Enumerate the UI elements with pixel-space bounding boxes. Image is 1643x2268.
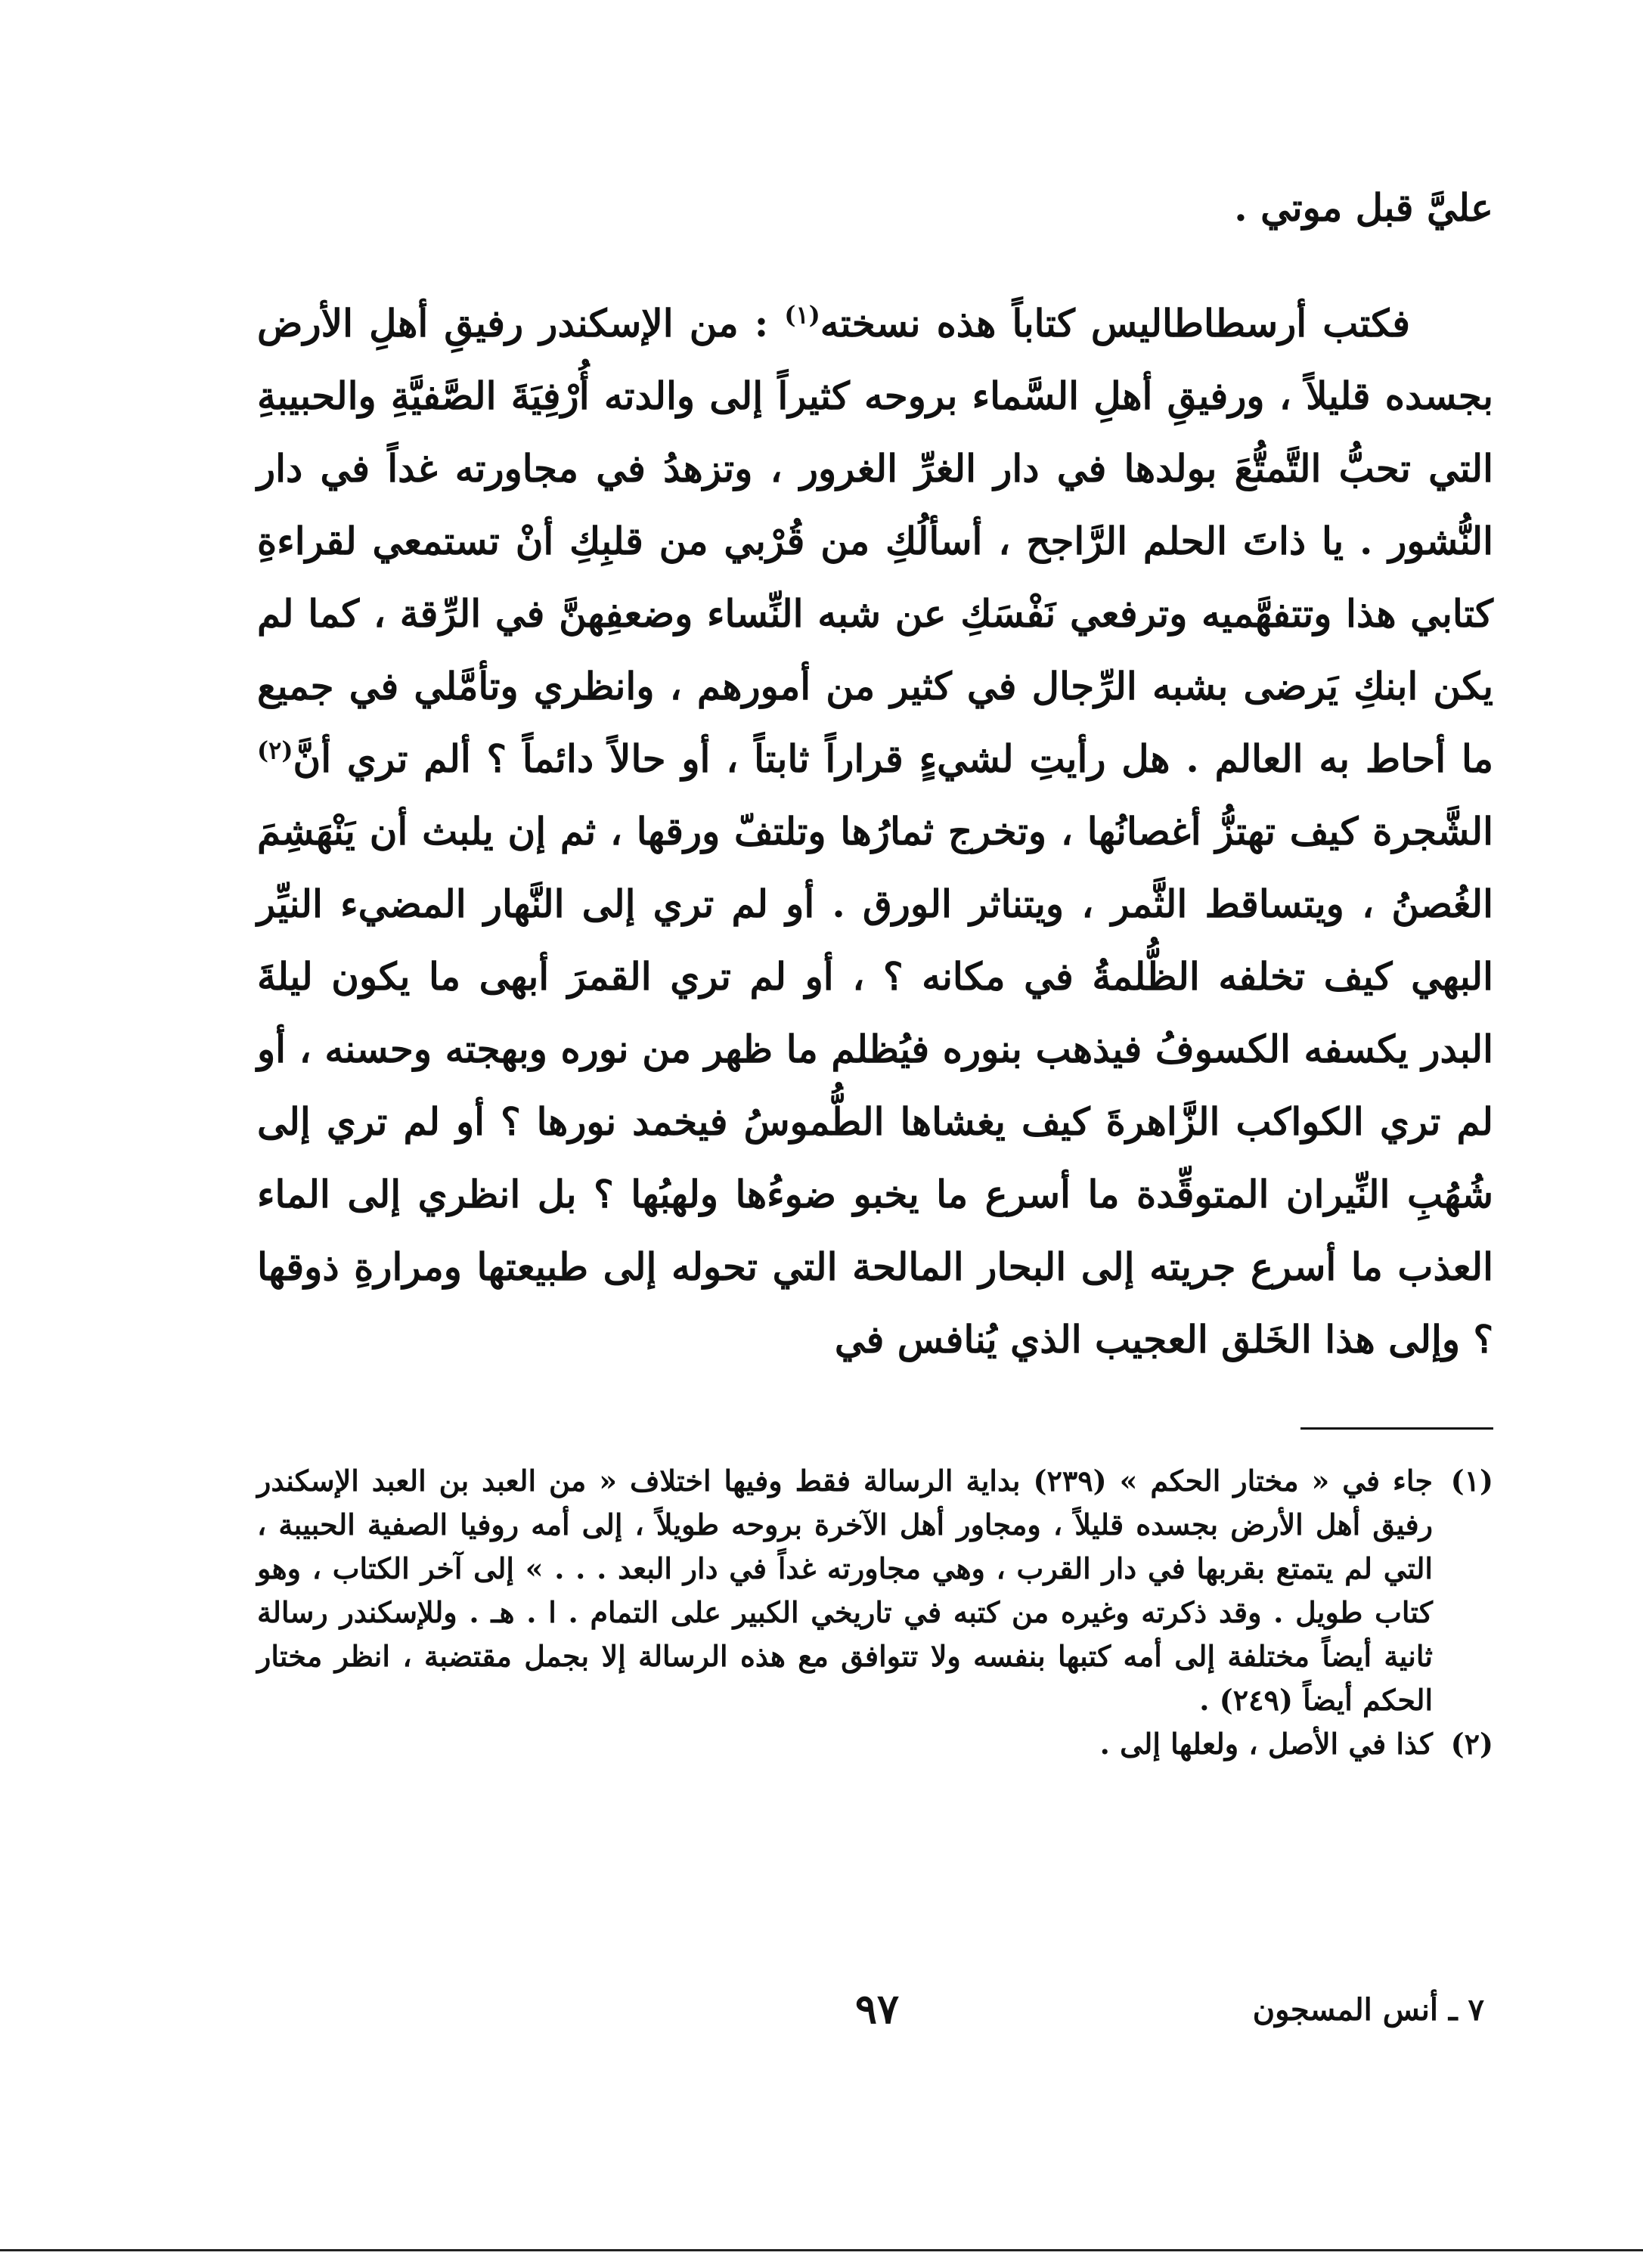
page-edge-line [0,2249,1643,2251]
continuation-line: عليَّ قبل موتي . [1234,185,1493,230]
footnote-ref-1[interactable]: (١) [784,300,820,330]
paragraph-end-text: الشَّجرة كيف تهتزُّ أغصانُها ، وتخرج ثمارُها وتلتفّ ورقها ، ثم إن يلبث أن يَنْهَشِمَ الغُصنُ ، ويتساقط الثَّمر ، ويتناثر الورق . أو لم تري إلى النَّهار المضيء النيِّر البهي كيف تخلفه الظُّلمةُ في مكانه ؟ ، أو لم تري القمرَ أبهى ما يكون ليلةَ البدر يكسفه الكسوفُ فيذهب بنوره فيُظلم ما ظهر من نوره وبهجته وحسنه ، أو لم تري الكواكب الزَّاهرةَ كيف يغشاها الطُّموسُ فيخمد نورها ؟ أو لم تري إلى شُهُبِ النِّيران المتوقِّدة ما أسرع ما يخبو ضوءُها ولهبُها ؟ بل انظري إلى الماء العذب ما أسرع جريته إلى البحار المالحة التي تحوله إلى طبيعتها ومرارةِ ذوقها ؟ وإلى هذا الخَلق العجيب الذي يُنافس في [257,809,1493,1362]
page-number: ٩٧ [854,1984,899,2033]
footnotes-section [257,1459,1493,1766]
footnote-divider [1300,1427,1493,1430]
footnote-ref-2[interactable]: (٢) [257,736,293,765]
footnote-text: جاء في « مختار الحكم » (٢٣٩) بداية الرسالة فقط وفيها اختلاف « من العبد بن العبد الإسكندر رفيق أهل الأرض بجسده قليلاً ، ومجاور أهل الآخرة بروحه طويلاً ، إلى أمه روفيا الصفية الحبيبة ، التي لم يتمتع بقربها في دار القرب ، وهي مجاورته غداً في دار البعد . . . » إلى آخر الكتاب ، وهو كتاب طويل . وقد ذكرته وغيره من كتبه في تاريخي الكبير على التمام . ا . هـ . وللإسكندر رسالة ثانية أيضاً مختلفة إلى أمه كتبها بنفسه ولا تتوافق مع هذه الرسالة إلا بجمل مقتضبة ، انظر مختار الحكم أيضاً (٢٤٩) . [257,1464,1433,1717]
running-footer: ٧ ـ أنس المسجون [1252,1992,1484,2028]
footnote-text: كذا في الأصل ، ولعلها إلى . [1099,1727,1433,1761]
paragraph-start-text: فكتب أرسطاطاليس كتاباً هذه نسخته [820,301,1410,345]
footnote-number: (٢) [1450,1727,1493,1761]
footnote-2 [257,1722,1493,1766]
main-paragraph [257,287,1493,1376]
footnote-1 [257,1459,1493,1722]
footnote-number: (١) [1450,1464,1493,1498]
paragraph-middle-text: : من الإسكندر رفيقِ أهلِ الأرض بجسده قليلاً ، ورفيقِ أهلِ السَّماء بروحه كثيراً إلى والدته أُرْفِيَةَ الصَّفيَّةِ والحبيبةِ التي تحبُّ التَّمتُّعَ بولدها في دار الغرِّ الغرور ، وتزهدُ في مجاورته غداً في دار النُّشور . يا ذاتَ الحلم الرَّاجح ، أسألُكِ من قُرْبي من قلبِكِ أنْ تستمعي لقراءةِ كتابي هذا وتتفهَّميه وترفعي نَفْسَكِ عن شبه النِّساء وضعفِهنَّ في الرِّقة ، كما لم يكن ابنكِ يَرضى بشبه الرِّجال في كثير من أمورهم ، وانظري وتأمَّلي في جميع ما أحاط به العالم . هل رأيتِ لشيءٍ قراراً ثابتاً ، أو حالاً دائماً ؟ ألم تري أنَّ [257,301,1494,781]
